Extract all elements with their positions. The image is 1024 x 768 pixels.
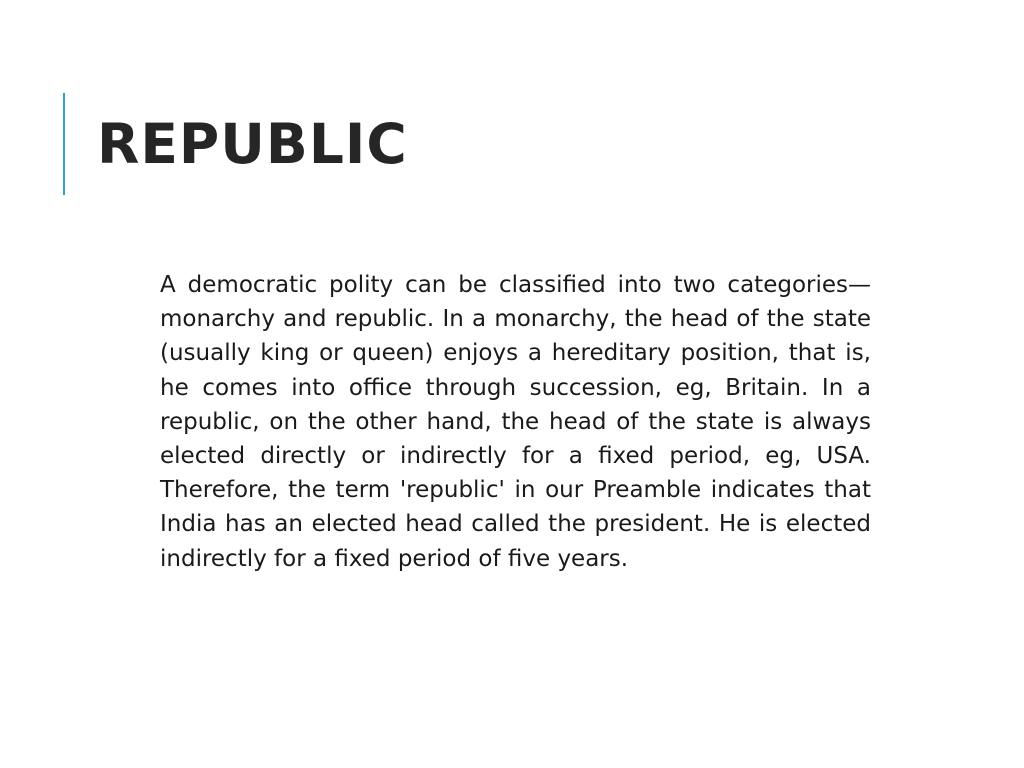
body-paragraph: A democratic polity can be classified into two categories—monarchy and republic. In a monarchy, the head of the state (usually king or queen) enjoys a hereditary position, that is, he comes into office through succession, eg, Britain. In a republic, on the other hand, the head of the state is always elected directly or indirectly for a fixed period, eg, USA. Therefore, the term 'republic' in our Preamble indicates that India has an elected head called the president. He is elected indirectly for a fixed period of five years. (160, 272, 871, 572)
slide-title: REPUBLIC (97, 112, 408, 176)
title-accent-bar (63, 93, 65, 195)
